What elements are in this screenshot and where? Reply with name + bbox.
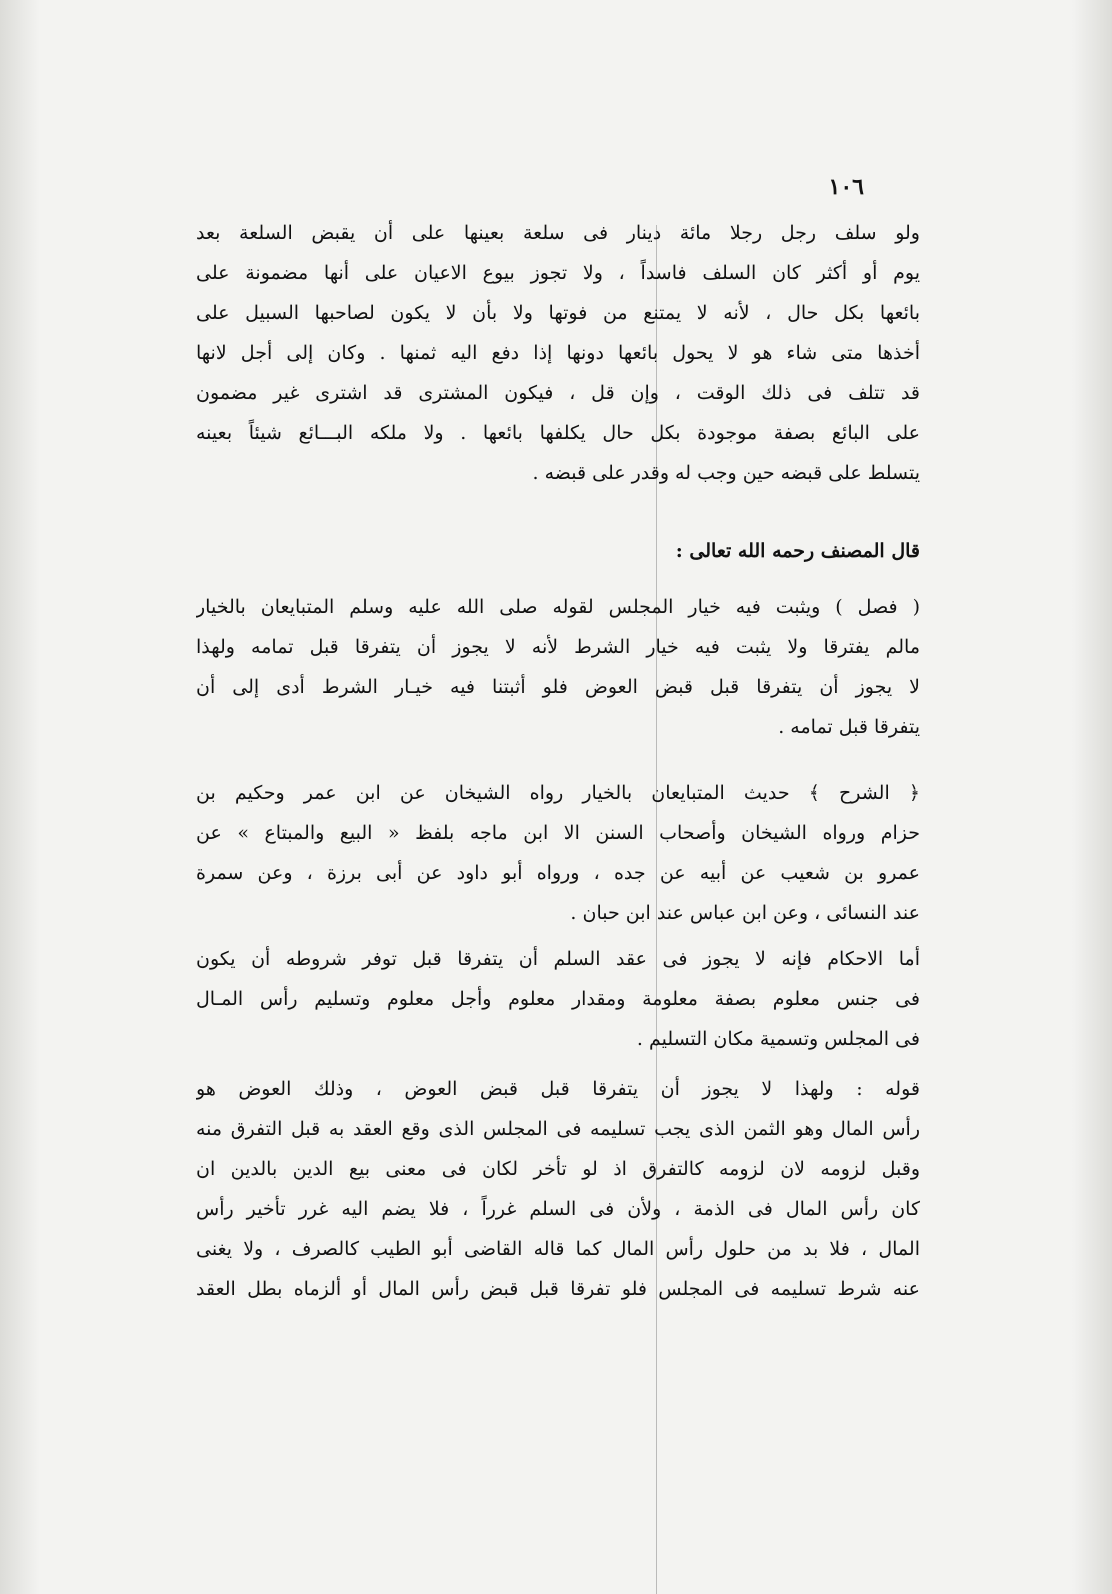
paragraph-1-line-3: بائعها بكل حال ، لأنه لا يمتنع من فوتها ولا بأن لا يكون لصاحبها السبيل على	[196, 302, 920, 324]
scan-edge-left	[0, 0, 40, 1594]
paragraph-1-line-5: قد تتلف فى ذلك الوقت ، وإن قل ، فيكون المشترى قد اشترى غير مضمون	[196, 382, 920, 404]
paragraph-5-line-1: قوله : ولهذا لا يجوز أن يتفرقا قبل قبض العوض ، وذلك العوض هو	[196, 1078, 920, 1100]
paragraph-5-line-5: المال ، فلا بد من حلول رأس المال كما قاله القاضى أبو الطيب كالصرف ، ولا يغنى	[196, 1238, 920, 1260]
paragraph-1-line-7: يتسلط على قبضه حين وجب له وقدر على قبضه .	[532, 462, 920, 484]
paragraph-1-line-6: على البائع بصفة موجودة بكل حال يكلفها بائعها . ولا ملكه البـــائع شيئاً بعينه	[196, 422, 920, 444]
paragraph-3-line-3: عمرو بن شعيب عن أبيه عن جده ، ورواه أبو داود عن أبى برزة ، وعن سمرة	[196, 862, 920, 884]
paragraph-5-line-3: وقبل لزومه لان لزومه كالتفرق اذ لو تأخر لكان فى معنى بيع الدين بالدين ان	[196, 1158, 920, 1180]
scan-edge-right	[1072, 0, 1112, 1594]
paragraph-3-line-1: ﴿ الشرح ﴾ حديث المتبايعان بالخيار رواه الشيخان عن ابن عمر وحكيم بن	[196, 782, 920, 804]
section-heading: قال المصنف رحمه الله تعالى :	[675, 540, 920, 562]
paragraph-2-line-1: ( فصل ) ويثبت فيه خيار المجلس لقوله صلى الله عليه وسلم المتبايعان بالخيار	[196, 596, 920, 618]
paragraph-5-line-2: رأس المال وهو الثمن الذى يجب تسليمه فى المجلس الذى وقع العقد به قبل التفرق منه	[196, 1118, 920, 1140]
paragraph-2-line-4: يتفرقا قبل تمامه .	[778, 716, 920, 738]
paragraph-2-line-3: لا يجوز أن يتفرقا قبل قبض العوض فلو أثبتنا فيه خيـار الشرط أدى إلى أن	[196, 676, 920, 698]
paragraph-3-line-4: عند النسائى ، وعن ابن عباس عند ابن حبان .	[570, 902, 920, 924]
paragraph-1-line-2: يوم أو أكثر كان السلف فاسداً ، ولا تجوز بيوع الاعيان على أنها مضمونة على	[196, 262, 920, 284]
paragraph-3-line-2: حزام ورواه الشيخان وأصحاب السنن الا ابن ماجه بلفظ « البيع والمبتاع » عن	[196, 822, 920, 844]
paragraph-4-line-3: فى المجلس وتسمية مكان التسليم .	[636, 1028, 920, 1050]
paragraph-1-line-4: أخذها متى شاء هو لا يحول بائعها دونها إذا دفع اليه ثمنها . وكان إلى أجل لانها	[196, 342, 920, 364]
paragraph-5-line-4: كان رأس المال فى الذمة ، ولأن فى السلم غرراً ، فلا يضم اليه غرر تأخير رأس	[196, 1198, 920, 1220]
paragraph-2-line-2: مالم يفترقا ولا يثبت فيه خيار الشرط لأنه لا يجوز أن يتفرقا قبل تمامه ولهذا	[196, 636, 920, 658]
paragraph-1-line-1: ولو سلف رجل رجلا مائة دينار فى سلعة بعينها على أن يقبض السلعة بعد	[196, 222, 920, 244]
paragraph-4-line-1: أما الاحكام فإنه لا يجوز فى عقد السلم أن يتفرقا قبل توفر شروطه أن يكون	[196, 948, 920, 970]
page-number: ١٠٦	[828, 174, 864, 200]
paragraph-5-line-6: عنه شرط تسليمه فى المجلس فلو تفرقا قبل قبض رأس المال أو ألزماه بطل العقد	[196, 1278, 920, 1300]
paragraph-4-line-2: فى جنس معلوم بصفة معلومة ومقدار معلوم وأجل معلوم وتسليم رأس المـال	[196, 988, 920, 1010]
